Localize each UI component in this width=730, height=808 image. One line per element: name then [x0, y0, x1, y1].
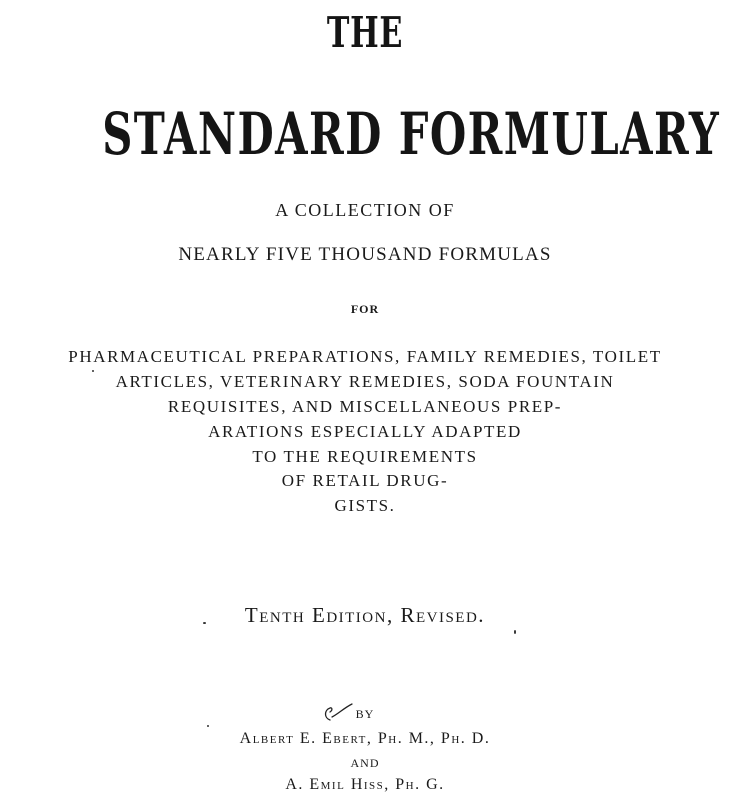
description-line-6: OF RETAIL DRUG- [281, 471, 449, 490]
ink-speck [203, 622, 206, 624]
description-line-7: GISTS. [334, 496, 396, 515]
by-label: BY [355, 707, 375, 721]
subtitle-line-1: A COLLECTION OF [275, 200, 455, 220]
ink-speck [92, 370, 94, 372]
description-line-4: ARATIONS ESPECIALLY ADAPTED [208, 422, 522, 441]
subtitle-line-2: NEARLY FIVE THOUSAND FORMULAS [178, 244, 552, 265]
edition-statement: Tenth Edition, Revised. [244, 603, 486, 627]
author-2: A. Emil Hiss, Ph. G. [285, 776, 445, 793]
title-the: THE [326, 8, 404, 57]
ink-speck [514, 630, 516, 634]
ink-speck [207, 725, 209, 727]
for-label: FOR [350, 302, 380, 316]
and-label: AND [350, 756, 380, 770]
main-title: STANDARD FORMULARY [102, 100, 721, 168]
author-1: Albert E. Ebert, Ph. M., Ph. D. [239, 730, 491, 747]
description-line-1: PHARMACEUTICAL PREPARATIONS, FAMILY REMEDIES, TOILET [68, 347, 662, 366]
description-line-3: REQUISITES, AND MISCELLANEOUS PREP- [167, 397, 563, 416]
description-line-2: ARTICLES, VETERINARY REMEDIES, SODA FOUNTAIN [115, 372, 615, 391]
description-line-5: TO THE REQUIREMENTS [252, 447, 478, 466]
